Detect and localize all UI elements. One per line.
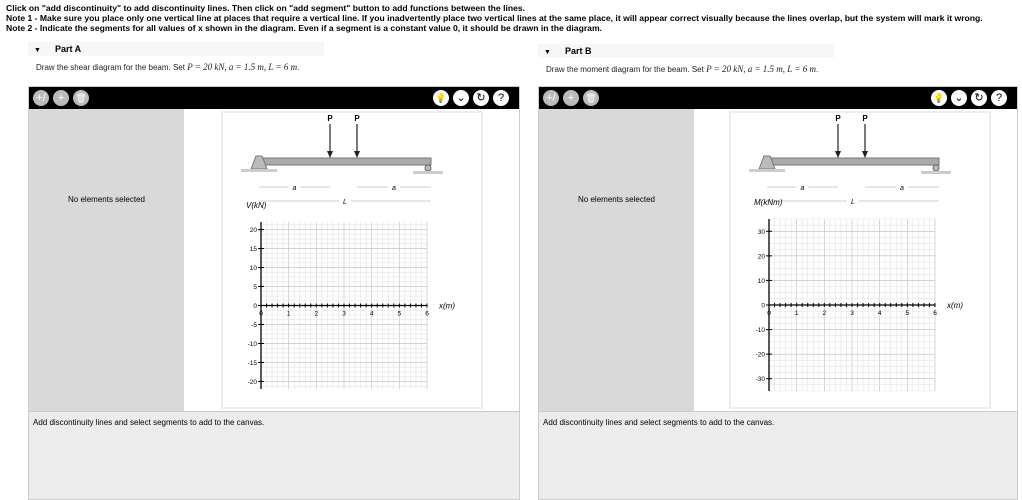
ground-right	[413, 171, 443, 174]
y-tick-label: -20	[755, 351, 765, 359]
add-discontinuity-button[interactable]: +/	[543, 90, 559, 106]
selection-status: No elements selected	[68, 195, 145, 204]
part-header[interactable]	[538, 44, 834, 58]
y-tick-label: 5	[253, 284, 257, 292]
diagram-tool	[28, 86, 520, 500]
help-icon[interactable]: ?	[493, 90, 509, 106]
x-axis-label: x(m)	[439, 301, 455, 311]
properties-panel	[539, 109, 694, 411]
segment-list	[539, 411, 1017, 499]
prompt-values: P = 20 kN, a = 1.5 m, L = 6 m	[187, 62, 298, 72]
x-tick-label: 6	[425, 310, 429, 318]
prompt-end: .	[297, 63, 300, 72]
x-tick-label: 5	[905, 310, 910, 317]
reset-icon[interactable]: ↻	[971, 90, 987, 106]
diagram-svg[interactable]	[694, 109, 1017, 411]
reset-icon[interactable]: ↻	[473, 90, 489, 106]
y-tick-label: -5	[251, 321, 257, 329]
x-tick-label: 1	[794, 310, 799, 317]
x-tick-label: 1	[286, 310, 291, 318]
x-tick-label: 3	[342, 310, 346, 318]
add-discontinuity-button[interactable]: +/	[33, 90, 49, 106]
prompt-end: .	[815, 65, 819, 74]
part-title: Part A	[54, 44, 82, 54]
add-segment-button[interactable]: +	[563, 90, 579, 106]
y-tick-label: -30	[755, 376, 765, 384]
y-tick-label: 10	[249, 265, 257, 273]
load-label: P	[862, 114, 868, 123]
part-prompt	[36, 62, 508, 72]
y-tick-label: 20	[249, 227, 257, 235]
x-tick-label: 5	[397, 310, 402, 318]
y-tick-label: 30	[757, 228, 765, 236]
load-label: P	[354, 114, 360, 123]
load-label: P	[835, 114, 841, 123]
y-tick-label: 20	[757, 253, 765, 261]
hint-bulb-icon[interactable]: 💡	[433, 90, 449, 106]
segment-hint: Add discontinuity lines and select segments to add to the canvas.	[33, 418, 265, 427]
toolbar	[539, 87, 1017, 109]
y-tick-label: -10	[755, 327, 765, 335]
dimension-label: L	[851, 199, 855, 206]
y-axis-label: V(kN)	[246, 201, 267, 210]
ground-left	[749, 169, 785, 172]
part-prompt	[546, 64, 1018, 74]
x-tick-label: 4	[877, 310, 882, 317]
dimension-label: a	[900, 185, 904, 192]
ground-right	[921, 171, 951, 174]
collapse-triangle-icon[interactable]: ▼	[34, 47, 41, 54]
part-header[interactable]	[28, 42, 324, 56]
prompt-text: Draw the moment diagram for the beam. Set	[546, 65, 707, 74]
roller-support-icon	[933, 165, 939, 171]
part-a	[28, 42, 508, 72]
x-axis-label: x(m)	[947, 301, 963, 310]
segment-list	[29, 411, 519, 499]
ground-left	[241, 169, 277, 172]
x-tick-label: 0	[259, 310, 263, 318]
y-tick-label: -15	[247, 359, 257, 367]
y-tick-label: 15	[249, 246, 257, 254]
dimension-label: a	[800, 185, 805, 192]
more-chevron-icon[interactable]: ⌄	[951, 90, 967, 106]
x-tick-label: 4	[369, 310, 374, 318]
segment-hint: Add discontinuity lines and select segments to add to the canvas.	[543, 418, 775, 427]
y-tick-label: 0	[761, 302, 765, 310]
x-tick-label: 6	[933, 310, 937, 317]
collapse-triangle-icon[interactable]: ▼	[544, 49, 551, 56]
dimension-label: a	[292, 185, 297, 192]
x-tick-label: 2	[314, 310, 319, 318]
delete-button[interactable]: 🗑	[73, 90, 89, 106]
note-0: Click on "add discontinuity" to add discontinuity lines. Then click on "add segment" button to add functions between the lines.	[6, 3, 526, 13]
y-tick-label: 10	[757, 277, 765, 285]
y-tick-label: -10	[247, 340, 257, 348]
load-label: P	[327, 114, 333, 123]
x-tick-label: 0	[767, 310, 771, 317]
y-tick-label: 0	[253, 303, 257, 310]
selection-status: No elements selected	[578, 195, 655, 204]
part-title: Part B	[564, 46, 592, 56]
roller-support-icon	[425, 165, 431, 171]
beam	[259, 158, 431, 165]
beam	[767, 158, 939, 165]
delete-button[interactable]: 🗑	[583, 90, 599, 106]
dimension-label: L	[343, 199, 347, 206]
add-segment-button[interactable]: +	[53, 90, 69, 106]
properties-panel	[29, 109, 184, 411]
instructions	[6, 3, 983, 33]
more-chevron-icon[interactable]: ⌄	[453, 90, 469, 106]
help-icon[interactable]: ?	[991, 90, 1007, 106]
drawing-canvas[interactable]	[694, 109, 1017, 411]
hint-bulb-icon[interactable]: 💡	[931, 90, 947, 106]
prompt-text: Draw the shear diagram for the beam. Set	[36, 63, 188, 72]
drawing-canvas[interactable]	[184, 109, 519, 411]
diagram-svg[interactable]	[184, 109, 519, 411]
diagram-tool	[538, 86, 1018, 500]
dimension-label: a	[392, 185, 396, 192]
toolbar	[29, 87, 519, 109]
y-tick-label: -20	[247, 378, 257, 386]
note-2: Note 2 - Indicate the segments for all values of x shown in the diagram. Even if a segment is a constant value 0, it should be drawn in the diagram.	[6, 23, 602, 33]
x-tick-label: 3	[850, 310, 854, 317]
x-tick-label: 2	[822, 310, 827, 317]
prompt-values: P = 20 kN, a = 1.5 m, L = 6 m	[706, 64, 816, 74]
part-b	[538, 44, 1018, 74]
y-axis-label: M(kNm)	[754, 198, 783, 207]
note-1: Note 1 - Make sure you place only one vertical line at places that require a vertical line. If you inadvertently place two vertical lines at the same place, it will appear correct visually because the lines overlap, but the system will mark it wrong.	[6, 13, 983, 23]
